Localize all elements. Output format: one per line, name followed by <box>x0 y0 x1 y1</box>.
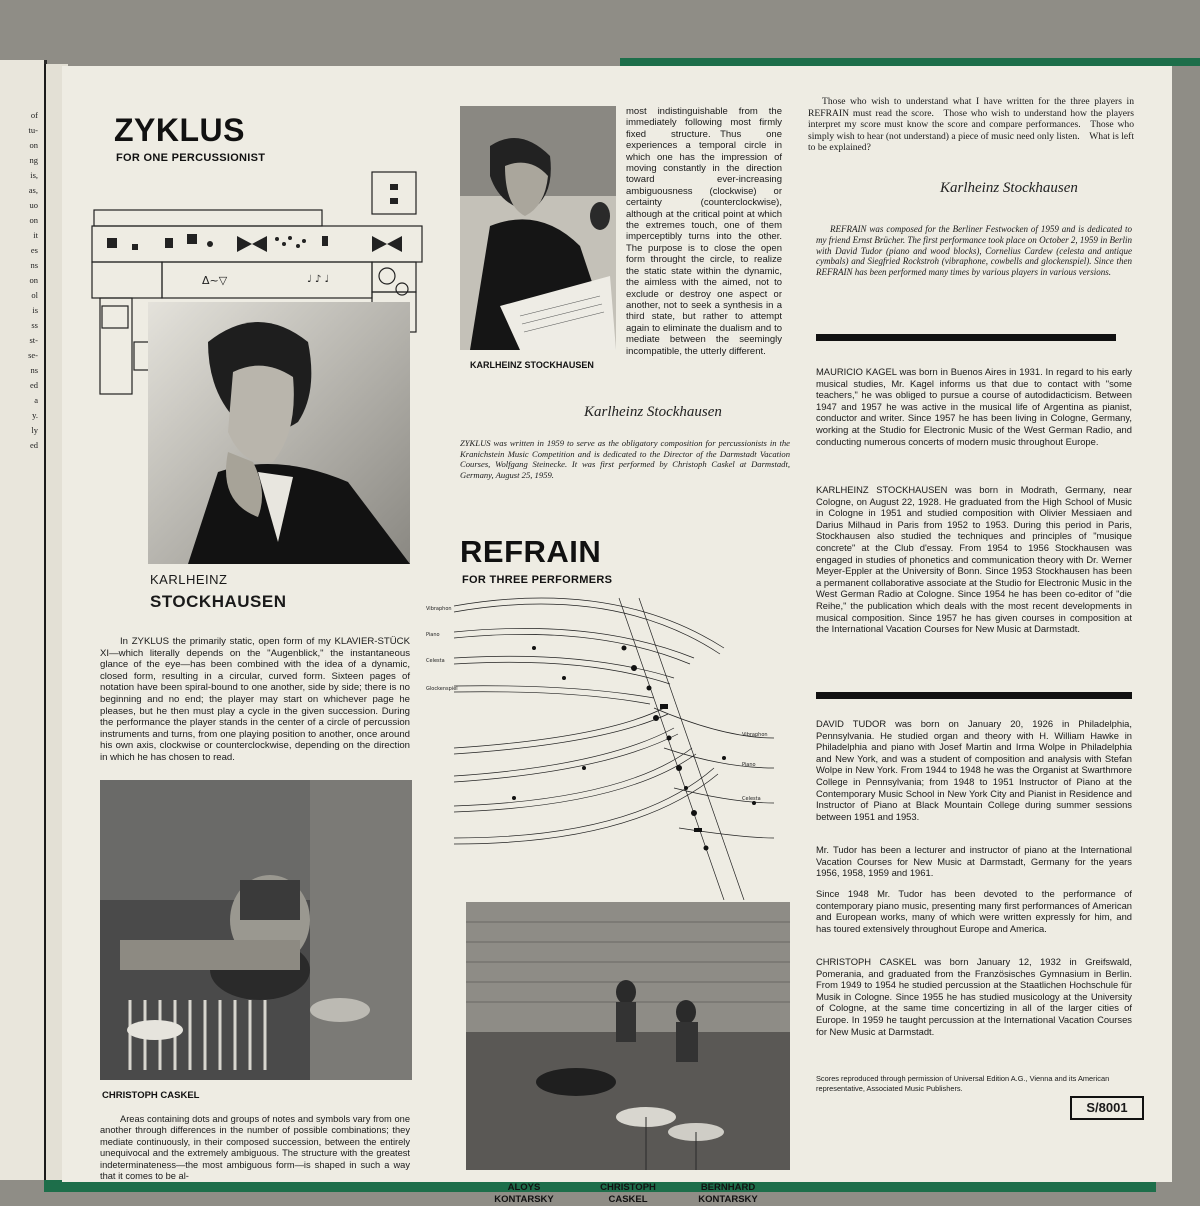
left-page-fragment: y. <box>32 410 38 420</box>
bio-tudor-2: Mr. Tudor has been a lecturer and instructor of piano at the International Vacation Courses for New Music at Darmstadt, Germany for the years 1956, 1958, 1959 and 1961. <box>816 844 1132 879</box>
left-page-fragment: ns <box>30 260 38 270</box>
refrain-title: REFRAIN <box>460 534 602 569</box>
performer-3 <box>680 1182 776 1206</box>
left-page-fragment: uo <box>29 200 38 210</box>
zyklus-body-paragraph-1: In ZYKLUS the primarily static, open form of my KLAVIER-STÜCK XI—which literally depends on the "Augenblick," the instantaneous glance of the eye—has been combined with the idea of a dynamic, closed form, resulting in a circular, curved form. Sixteen pages of notation have been spiral-bound to one another, side by side; there is no beginning and no end; the player may start on whichever page he pleases, but he then must play a cycle in the given succession. During the performance the player stands in the center of a circle of percussion instruments and turns, from one playing position to another, once around his own axis, clockwise or counterclockwise, depending on the direction in which he has chosen to read. <box>100 636 410 763</box>
performer-2-first: CHRISTOPH <box>600 1182 656 1193</box>
left-page-fragment: on <box>29 215 38 225</box>
left-page-fragment: is, <box>30 170 38 180</box>
zyklus-body-paragraph-2: Areas containing dots and groups of notes and symbols vary from one another through differences in the number of possible combinations; they mediate continuously, in their composed succession, between the entirely unequivocal and the extremely ambiguous. The structure with the greatest indeterminateness—the most ambiguous form—is shaped in such a way that it comes to be al- <box>100 1114 410 1182</box>
portrait-caption-last: STOCKHAUSEN <box>150 592 287 611</box>
left-page-edge <box>0 60 47 1180</box>
svg-text:Δ~▽: Δ~▽ <box>202 274 228 287</box>
performer-3-first: BERNHARD <box>700 1182 756 1193</box>
left-page-fragment: on <box>29 275 38 285</box>
left-page-fragment: a <box>34 395 38 405</box>
performer-1 <box>482 1182 566 1206</box>
stockhausen-desk-photo <box>460 106 616 350</box>
bio-tudor-1: DAVID TUDOR was born on January 20, 1926 in Philadelphia, Pennsylvania. He studied organ and theory with H. William Hawke in Philadelphia and piano with Josef Martin and Irma Wolpe in Philadelphia and New York, and was a student of composition and analysis with Stefan Wolpe in New York. From 1944 to 1948 he was the Organist at Swarthmore College in Pennsylvania; from 1948 to 1951 Instructor of Piano at the Contemporary Music School in New York City and Pianist in Residence and Instructor of Piano at Black Mountain College during summer sessions between 1951 and 1953. <box>816 718 1132 822</box>
refrain-subtitle: FOR THREE PERFORMERS <box>462 574 613 586</box>
catalog-number: S/8001 <box>1070 1096 1144 1120</box>
svg-text:Glockenspiel: Glockenspiel <box>426 686 458 692</box>
left-page-fragment: se- <box>28 350 38 360</box>
refrain-intro: Those who wish to understand what I have written for the three players in REFRAIN must read the score. Those who wish to understand how the players interpret my score must know the score and compare performances. Those who simply wish to hear (not understand) a piece of music need only listen. What is left to be explained? <box>808 96 1134 154</box>
performer-1-last: KONTARSKY <box>494 1194 554 1205</box>
left-page-fragment: on <box>29 140 38 150</box>
svg-text:♩ ♪ ♩: ♩ ♪ ♩ <box>307 274 330 285</box>
performer-2 <box>582 1182 674 1206</box>
left-page-fragment: tu- <box>28 125 38 135</box>
left-page-fragment: ng <box>29 155 38 165</box>
left-page-fragment: of <box>30 110 38 120</box>
stockhausen-portrait-photo <box>148 302 410 564</box>
svg-text:Celesta: Celesta <box>426 658 445 664</box>
desk-photo-caption: KARLHEINZ STOCKHAUSEN <box>470 360 594 370</box>
left-page-fragment: ed <box>29 440 38 450</box>
bio-stockhausen: KARLHEINZ STOCKHAUSEN was born in Modrath, Germany, near Cologne, on August 22, 1928. He graduated from the High School of Music in Cologne in 1951 and studied composition with Olivier Messiaen and Darius Milhaud in Paris from 1952 to 1953. During this period in Paris, Stockhausen also studied the techniques and principles of "musique concrete" at the Club d'essay. From 1954 to 1956 Stockhausen was engaged in studies of phonetics and communication theory with Dr. Werner Meyer-Eppler at the University of Bonn. Since 1953 Stockhausen has been a permanent collaborative associate at the Studio for Electronic Music in the West German Radio at Cologne. Since 1954 he has been co-editor of "die Reihe," the publication which deals with the most recent developments in musical composition. Since 1957 he has given courses in composition at the International Vacation Courses for New Music at Darmstadt. <box>816 484 1132 635</box>
svg-text:Vibraphon: Vibraphon <box>426 606 452 612</box>
green-binding-top <box>620 58 1200 66</box>
svg-text:Piano: Piano <box>426 632 440 638</box>
left-page-fragment: ns <box>30 365 38 375</box>
left-page-fragment: is <box>32 305 38 315</box>
left-page-fragment: ss <box>31 320 38 330</box>
caskel-photo <box>100 780 412 1080</box>
refrain-signature: Karlheinz Stockhausen <box>940 180 1078 196</box>
zyklus-title: ZYKLUS <box>114 112 245 148</box>
refrain-note: REFRAIN was composed for the Berliner Festwocken of 1959 and is dedicated to my friend Ernst Brücher. The first performance took place on October 2, 1959 in Berlin with David Tudor (piano and wood blocks), Cornelius Cardew (celesta and antique cymbals) and Siegfried Rockstroh (vibraphone, cowbells and glockenspiel). Since then REFRAIN has been performed many times by various players in various versions. <box>816 224 1132 278</box>
bio-tudor-3: Since 1948 Mr. Tudor has been devoted to the performance of contemporary piano music, presenting many first performances of American and European works, many of which were written expressly for him, and has toured extensively throughout Europe and America. <box>816 888 1132 934</box>
zyklus-subtitle: FOR ONE PERCUSSIONIST <box>116 152 266 164</box>
bio-kagel: MAURICIO KAGEL was born in Buenos Aires in 1931. In regard to his early musical studies, Mr. Kagel informs us that due to contact with "some teachers," he was obliged to pursue a course of autodidacticism. Between 1947 and 1957 he was active in the musical life of Argentina as pianist, conductor and writer. Since 1957 he has been living in Cologne, Germany, working at the Studio for Electronic Music of the West German Radio, and conducting numerous concerts of modern music throughout Europe. <box>816 366 1132 447</box>
performer-3-last: KONTARSKY <box>698 1194 758 1205</box>
svg-text:Celesta: Celesta <box>742 796 761 802</box>
left-page-fragment: it <box>33 230 38 240</box>
left-page-fragment: ed <box>29 380 38 390</box>
performer-2-last: CASKEL <box>608 1194 648 1205</box>
refrain-score-diagram <box>424 588 792 900</box>
svg-text:Piano: Piano <box>742 762 756 768</box>
left-page-fragment: ol <box>31 290 38 300</box>
performer-1-first: ALOYS <box>507 1182 541 1193</box>
zyklus-signature: Karlheinz Stockhausen <box>584 404 722 420</box>
credits: Scores reproduced through permission of Universal Edition A.G., Vienna and its American representative, Associated Music Publishers. <box>816 1074 1110 1093</box>
zyklus-note: ZYKLUS was written in 1959 to serve as the obligatory composition for percussionists in the Kranichstein Music Competition and is dedicated to the Director of the Darmstadt Vacation Courses, Wolfgang Steinecke. It was first performed by Christoph Caskel at Darmstadt, Germany, August 25, 1959. <box>460 438 790 480</box>
left-page-fragment: as, <box>28 185 38 195</box>
refrain-performers-photo <box>466 902 790 1170</box>
svg-text:Vibraphon: Vibraphon <box>742 732 768 738</box>
zyklus-column-text: most indistinguishable from the immediately following most firmly fixed structure. Thus one experiences a temporal circle in which one has the impression of moving constantly in the direction toward ever-increasing ambiguousness (clockwise) or certainty (counterclockwise), although at the critical point at which the extremes touch, one of them imperceptibly turns into the other. The purpose is to close the open form throught the circle, to realize the static state within the dynamic, the aimless with the aimed, not to exclude or destroy one aspect or another, not to seek a synthesis in a third state, but rather to attempt again to eliminate the dualism and to mediate between the seemingly incompatible, the utterly different. <box>626 106 782 357</box>
bio-caskel: CHRISTOPH CASKEL was born January 12, 1932 in Greifswald, Pomerania, and graduated from the Französisches Gymnasium in Berlin. From 1949 to 1954 he studied percussion at the Staatlichen Hochschule für Musik in Cologne. Since 1955 he has studied musicology at the University of Cologne, at the same time concertizing in all of the larger cities of Europe. In 1959 he taught percussion at the International Vacation Courses for New Music at Darmstadt. <box>816 956 1132 1037</box>
left-page-fragment: ly <box>31 425 38 435</box>
caskel-photo-caption: CHRISTOPH CASKEL <box>102 1090 200 1101</box>
divider-1 <box>816 334 1116 341</box>
left-page-fragment: st- <box>29 335 38 345</box>
liner-notes-sheet <box>62 66 1172 1205</box>
left-page-fragment: es <box>30 245 38 255</box>
divider-2 <box>816 692 1132 699</box>
portrait-caption-first: KARLHEINZ <box>150 572 228 587</box>
